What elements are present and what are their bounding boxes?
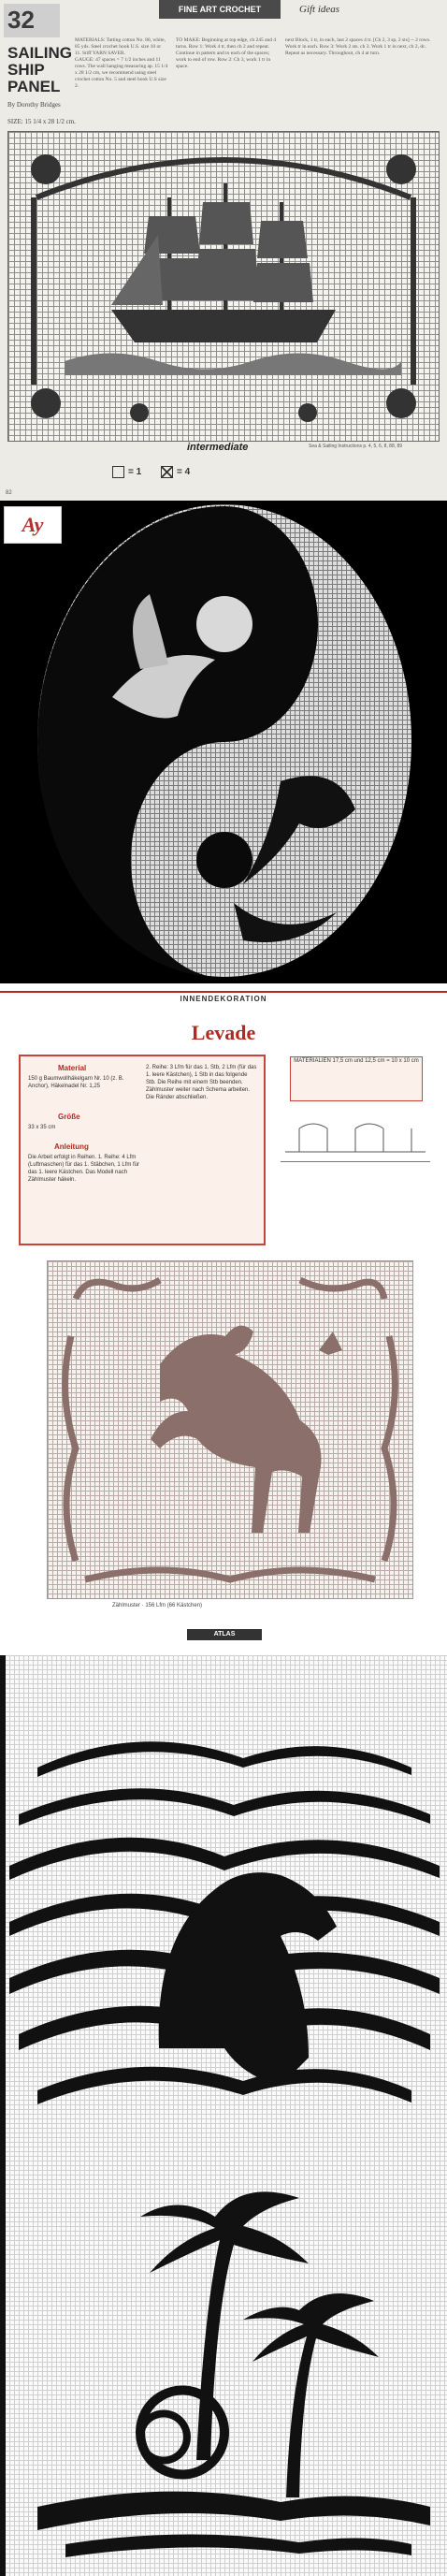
chart-caption: Zählmuster · 156 Lfm (66 Kästchen) (112, 1603, 203, 1608)
materials-text: MATERIALS: Tatting cotton No. 80, white, 85 yds. Steel crochet hook U.S. size 10 or 11. Stiff YARN SAVER. (75, 37, 166, 56)
pattern-number: 32 (7, 6, 35, 34)
square-icon (112, 466, 124, 478)
page-number: 82 (6, 490, 12, 496)
pattern-title: SAILING SHIP PANEL (7, 44, 72, 95)
stitch-diagram-icon (281, 1114, 430, 1161)
publisher-logo: ATLAS (187, 1629, 262, 1640)
gauge-note: MATERIALIEN 17,5 cm und 12,5 cm = 10 x 10 cm (290, 1056, 423, 1101)
legend-item-block: = 4 (161, 466, 190, 478)
horse-and-palm-chart-panel (0, 1655, 447, 2576)
yin-yang-chart-panel (0, 501, 447, 983)
size-heading: Größe (58, 1113, 80, 1121)
page-footer: Sea & Sailing Instructions p. 4, 5, 6, 8, 88, 89 (309, 444, 403, 449)
sailing-ship-page (0, 0, 447, 501)
levade-page (0, 983, 447, 1655)
pattern-byline: By Dorothy Bridges (7, 101, 61, 109)
horse-filet-chart (47, 1260, 413, 1599)
instructions-column-2: next Block, 1 tr, in each, last 2 spaces 4 tr. [Ch 2, 3 sp, 2 sts] -- 2 rows. Work tr in each. Row 3: Work 2 sts. ch 3. Work 1 tr in next, ch 2, dc. Repeat as necessary. Throughout, ch 4 at turn. (285, 37, 431, 56)
top-rule (0, 991, 447, 993)
size-text: 33 x 35 cm (28, 1125, 56, 1130)
stitch-diagram (281, 1114, 430, 1162)
ship-filet-chart (7, 131, 440, 442)
horse-motif (48, 1261, 412, 1598)
skill-level: intermediate (187, 442, 249, 453)
instructions-heading: Anleitung (54, 1142, 89, 1151)
magazine-brand: FINE ART CROCHET (159, 0, 281, 19)
instructions-card (19, 1055, 266, 1245)
instructions-text-col2: 2. Reihe: 3 Lfm für das 1. Stb, 2 Lfm (für das 1. leere Kästchen), 1 Stb in das folgende Stb. Die Reihe mit einem Stb beenden. Zählmuster weiter nach Schema arbeiten. Die Ränder abschließen. (146, 1065, 257, 1100)
yin-yang-motif (0, 501, 447, 983)
pattern-title: Levade (191, 1021, 256, 1044)
site-logo: Ay (4, 506, 62, 544)
material-text: 150 g Baumwollhäkelgarn Nr. 10 (z. B. Anchor), Häkelnadel Nr. 1,25 (28, 1076, 124, 1089)
chart-legend (112, 466, 207, 478)
cross-square-icon (161, 466, 173, 478)
pattern-size: SIZE: 15 1/4 x 28 1/2 cm. (7, 118, 76, 125)
instructions-column: TO MAKE: Beginning at top edge, ch 245 and 4 turns. Row 1: Work 4 tr, then ch 2 and repeat. Continue in pattern and to each of the spaces; work to end of row. Row 2: Ch 3, work 1 tr in space. (176, 37, 277, 69)
section-label: Gift ideas (299, 4, 340, 15)
section-heading: INNENDEKORATION (180, 995, 267, 1003)
legend-item-space: = 1 (112, 466, 141, 478)
ship-motif (8, 132, 439, 441)
instructions-text: Die Arbeit erfolgt in Reihen. 1. Reihe: 4 Lfm (Luftmaschen) für das 1. Stäbchen, 1 Lfm für das 1. leere Kästchen. Das Modell nach Zählmuster häkeln. (28, 1155, 140, 1183)
material-heading: Material (58, 1064, 87, 1072)
horse-and-palm-motif (0, 1655, 447, 2576)
materials-column (75, 37, 168, 114)
gauge-text: GAUGE: 47 spaces = 7 1/2 inches and 11 rows. The wall hanging measuring ap. 15 1/4 x 28 1/2 cm, we recommend using steel crochet cotton No. 5 and steel hook U.S size 2. (75, 57, 168, 89)
